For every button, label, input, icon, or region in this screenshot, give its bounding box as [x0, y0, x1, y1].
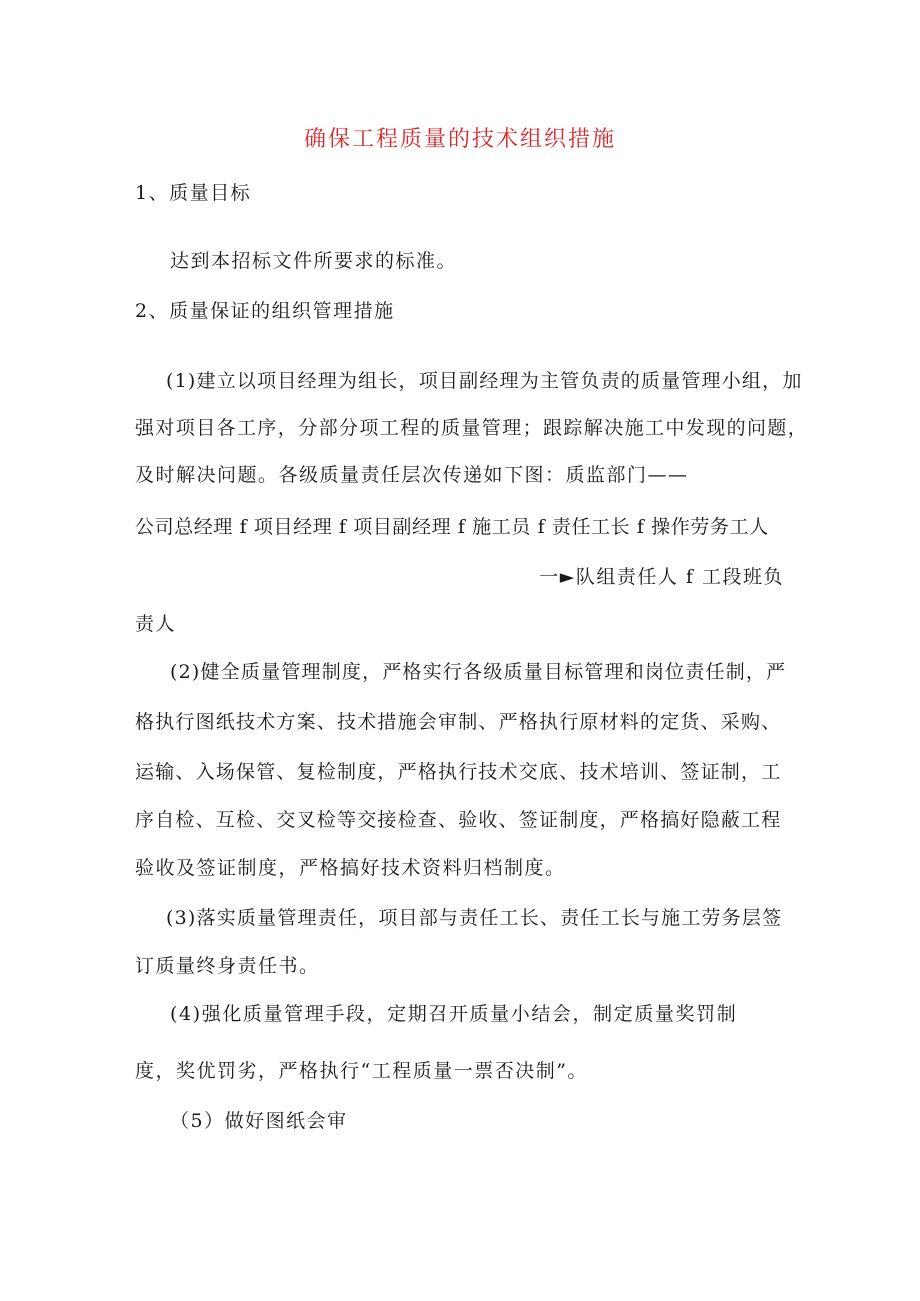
- item3-line1: (3)落实质量管理责任，项目部与责任工长、责任工长与施工劳务层签: [166, 907, 783, 929]
- section2-heading: 2、质量保证的组织管理措施: [135, 300, 395, 322]
- item4-line2: 度，奖优罚劣，严格执行“工程质量一票否决制”。: [135, 1060, 588, 1082]
- item1-line6: 责人: [135, 613, 177, 635]
- item1-line4: 公司总经理 f 项目经理 f 项目副经理 f 施工员 f 责任工长 f 操作劳务工人: [135, 516, 769, 538]
- section1-heading: 1、质量目标: [135, 182, 252, 204]
- item2-line4: 序自检、互检、交叉检等交接检查、验收、签证制度，严格搞好隐蔽工程: [135, 809, 782, 831]
- item4-line1: (4)强化质量管理手段，定期召开质量小结会，制定质量奖罚制: [170, 1003, 738, 1025]
- item1-line5: 一►队组责任人 f 工段班负: [539, 566, 784, 588]
- item2-line2: 格执行图纸技术方案、技术措施会审制、严格执行原材料的定货、采购、: [135, 711, 782, 733]
- item1-line2: 强对项目各工序，分部分项工程的质量管理；跟踪解决施工中发现的问题，: [135, 417, 809, 439]
- item5-line1: （5）做好图纸会审: [170, 1110, 348, 1132]
- item1-line3: 及时解决问题。各级质量责任层次传递如下图：质监部门——: [135, 464, 689, 486]
- item2-line5: 验收及签证制度，严格搞好技术资料归档制度。: [135, 857, 566, 879]
- item2-line3: 运输、入场保管、复检制度，严格执行技术交底、技术培训、签证制，工: [135, 761, 782, 783]
- item1-line1: (1)建立以项目经理为组长，项目副经理为主管负责的质量管理小组，加: [166, 370, 803, 392]
- item3-line2: 订质量终身责任书。: [135, 955, 320, 977]
- document-title: 确保工程质量的技术组织措施: [303, 127, 616, 152]
- item2-line1: (2)健全质量管理制度，严格实行各级质量目标管理和岗位责任制，严: [170, 661, 787, 683]
- section1-body: 达到本招标文件所要求的标准。: [170, 250, 458, 272]
